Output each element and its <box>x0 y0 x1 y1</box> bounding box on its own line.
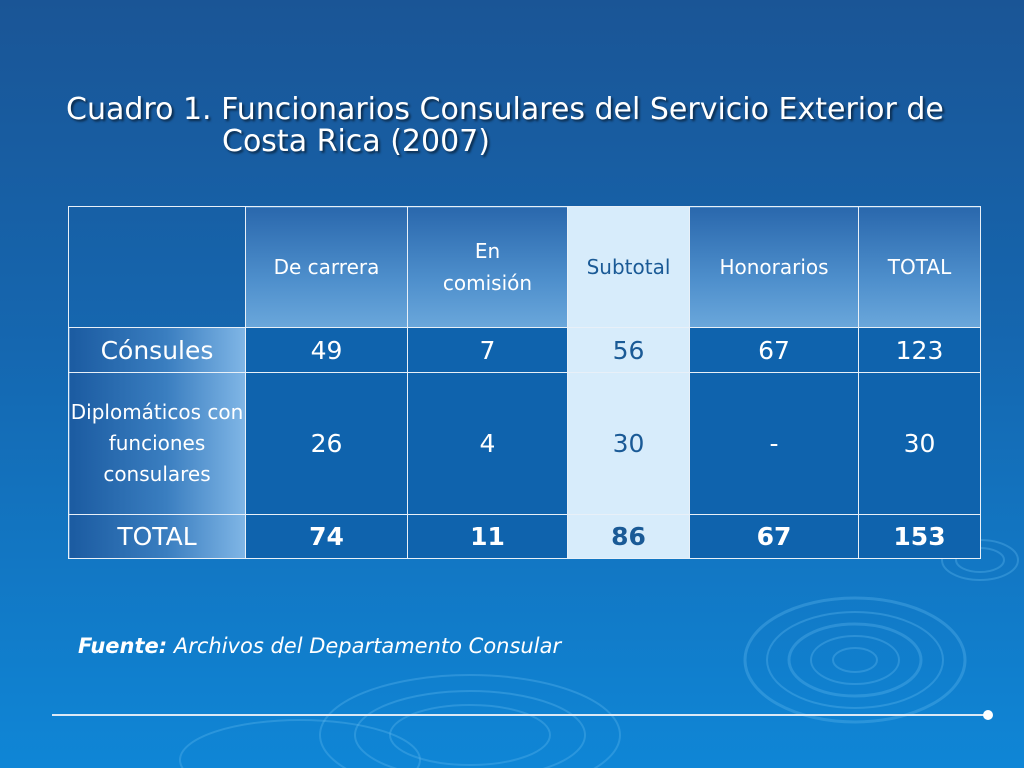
consuls-table <box>68 206 981 559</box>
column-header: Subtotal <box>568 207 690 328</box>
table-cell: 56 <box>568 328 690 373</box>
row-header: Diplomáticos con funciones consulares <box>69 373 246 515</box>
source-text: Archivos del Departamento Consular <box>173 634 562 658</box>
slide-title <box>66 94 986 158</box>
source-label: Fuente: <box>78 634 168 658</box>
footer-rule <box>52 714 988 716</box>
table-cell: 4 <box>408 373 568 515</box>
column-header: TOTAL <box>859 207 981 328</box>
footer-dot <box>983 710 993 720</box>
column-header: De carrera <box>246 207 408 328</box>
table-total-row <box>69 515 981 559</box>
column-header: Honorarios <box>690 207 859 328</box>
row-header: TOTAL <box>69 515 246 559</box>
table-cell: 49 <box>246 328 408 373</box>
table-cell: 86 <box>568 515 690 559</box>
table-corner <box>69 207 246 328</box>
column-header: En comisión <box>408 207 568 328</box>
table-cell: 153 <box>859 515 981 559</box>
table-cell: - <box>690 373 859 515</box>
table-cell: 7 <box>408 328 568 373</box>
source-note <box>78 634 561 658</box>
table-cell: 123 <box>859 328 981 373</box>
table-cell: 26 <box>246 373 408 515</box>
row-header: Cónsules <box>69 328 246 373</box>
title-line-2: Costa Rica (2007) <box>222 124 490 159</box>
table-cell: 30 <box>568 373 690 515</box>
table-cell: 67 <box>690 328 859 373</box>
table-row <box>69 373 981 515</box>
table-cell: 30 <box>859 373 981 515</box>
table-cell: 67 <box>690 515 859 559</box>
table-cell: 74 <box>246 515 408 559</box>
table-cell: 11 <box>408 515 568 559</box>
table-header-row <box>69 207 981 328</box>
title-line-1: Cuadro 1. Funcionarios Consulares del Servicio Exterior de <box>66 92 944 127</box>
table-row <box>69 328 981 373</box>
